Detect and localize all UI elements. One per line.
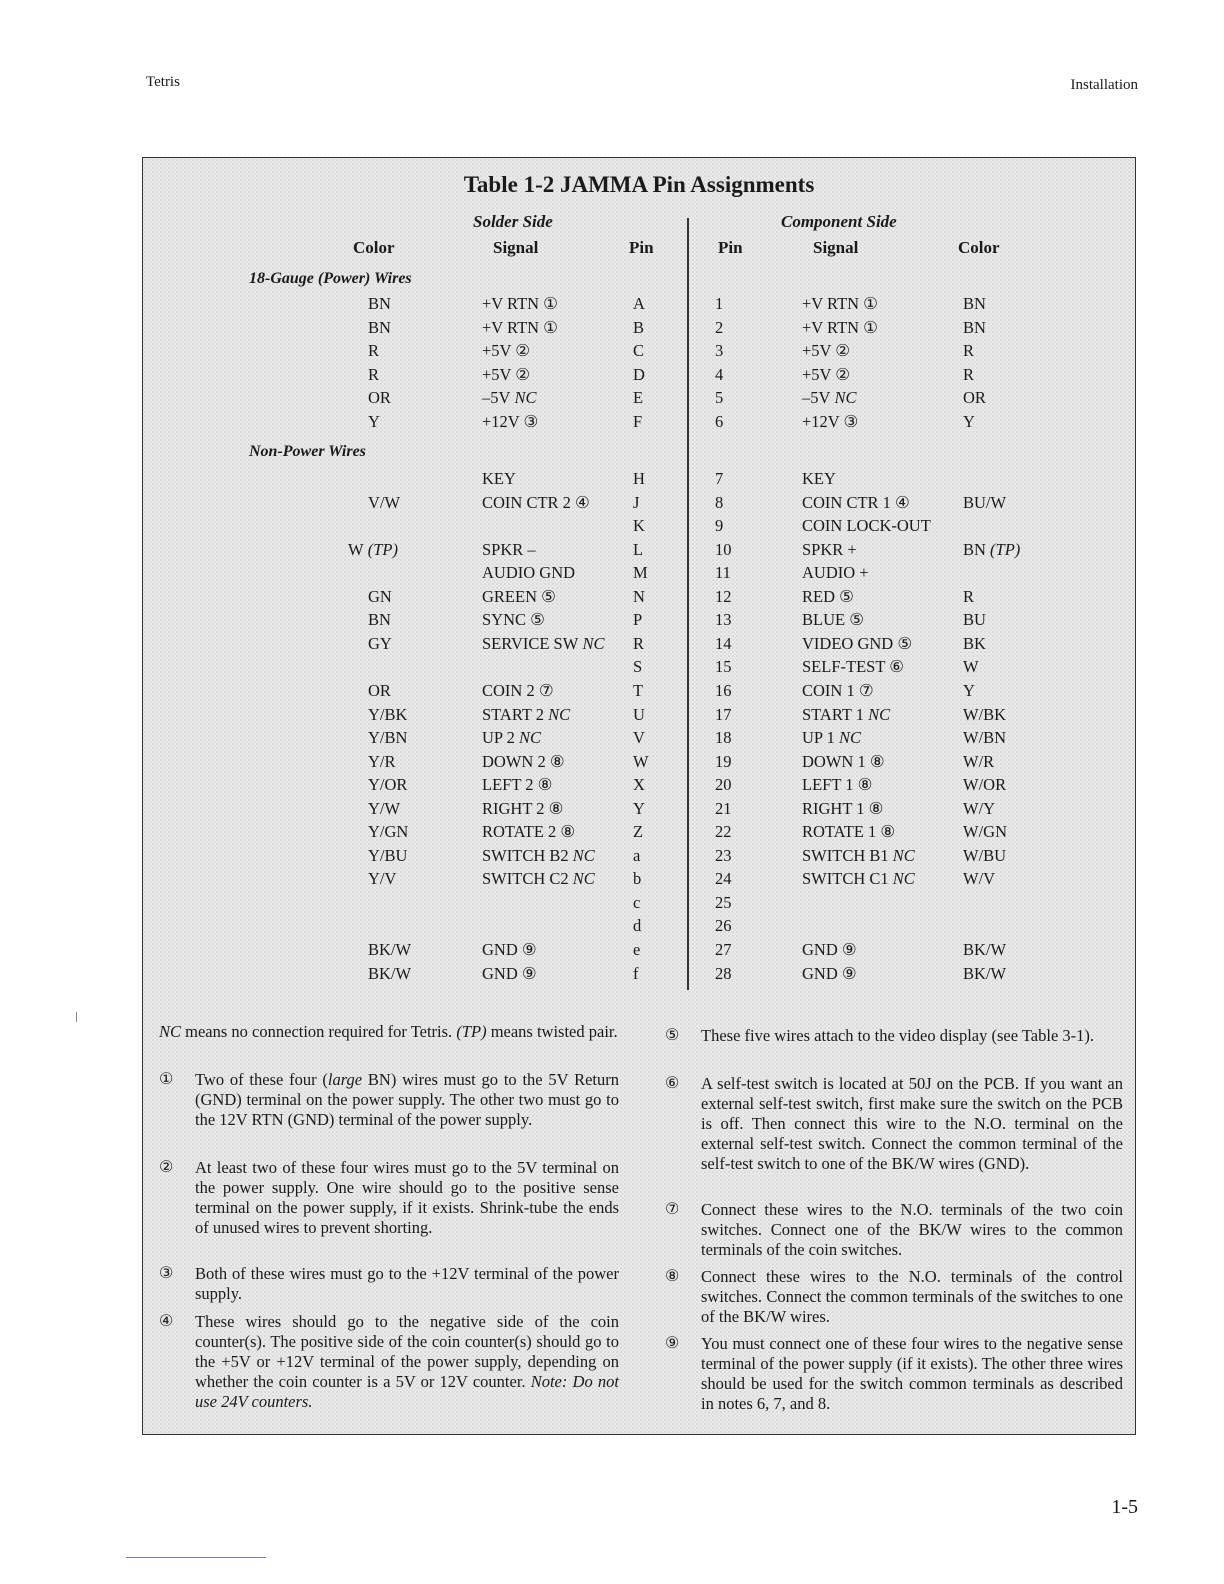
right-pin-cell: 7 bbox=[715, 469, 724, 488]
left-pin-cell: f bbox=[633, 963, 639, 983]
right-signal-cell: +5V ② bbox=[802, 364, 851, 384]
pin-row bbox=[143, 893, 1135, 916]
right-signal-cell: VIDEO GND ⑤ bbox=[802, 633, 913, 653]
right-color-cell: R bbox=[963, 364, 975, 384]
left-signal-cell: +12V ③ bbox=[482, 412, 539, 431]
pin-row bbox=[143, 587, 1135, 610]
table-title: Table 1-2 JAMMA Pin Assignments bbox=[463, 172, 815, 197]
right-color-cell: BU bbox=[963, 610, 986, 630]
right-pin-cell: 14 bbox=[715, 633, 732, 653]
pin-row bbox=[143, 540, 1135, 563]
right-color-cell: W/BU bbox=[963, 845, 1007, 865]
right-color-cell: BK bbox=[963, 633, 986, 653]
right-color-cell: W/BK bbox=[963, 704, 1007, 724]
left-pin-cell: B bbox=[633, 317, 645, 337]
left-color-cell: BN bbox=[368, 610, 391, 630]
left-pin-cell: A bbox=[633, 294, 645, 313]
left-signal-cell: KEY bbox=[482, 469, 516, 488]
left-signal-cell: COIN 2 ⑦ bbox=[482, 680, 554, 700]
left-pin-cell: F bbox=[633, 412, 643, 431]
left-color-cell: Y/R bbox=[368, 751, 396, 771]
right-pin-cell: 21 bbox=[715, 798, 732, 818]
left-signal-cell: +5V ② bbox=[482, 364, 531, 384]
footer-rule bbox=[126, 1557, 266, 1558]
left-signal-cell: GND ⑨ bbox=[482, 963, 537, 983]
right-pin-cell: 28 bbox=[715, 963, 732, 983]
left-color-cell: Y/W bbox=[368, 798, 401, 818]
pin-row bbox=[143, 294, 1135, 317]
right-signal-cell: AUDIO + bbox=[802, 563, 869, 583]
right-signal-cell: COIN 1 ⑦ bbox=[802, 680, 874, 700]
right-pin-cell: 24 bbox=[715, 869, 732, 889]
note-9: ⑨ You must connect one of these four wires to the negative sense terminal of the power supply (if it exists). The other three wires should be used for the switch common terminals as described in notes 6, 7, and 8. bbox=[665, 1334, 1123, 1413]
group-heading-power: 18-Gauge (Power) Wires bbox=[249, 270, 412, 287]
right-color-cell: BU/W bbox=[963, 492, 1007, 512]
right-signal-cell: SWITCH C1 NC bbox=[802, 869, 915, 889]
left-signal-cell: COIN CTR 2 ④ bbox=[482, 492, 590, 512]
left-pin-cell: U bbox=[633, 704, 645, 724]
left-signal-cell: SWITCH B2 NC bbox=[482, 845, 595, 865]
pin-row bbox=[143, 799, 1135, 822]
right-pin-cell: 5 bbox=[715, 388, 724, 408]
component-side-heading: Component Side bbox=[781, 212, 897, 231]
right-color-cell: BK/W bbox=[963, 940, 1007, 959]
left-signal-cell: GND ⑨ bbox=[482, 940, 537, 959]
pin-row bbox=[143, 516, 1135, 539]
pin-row bbox=[143, 752, 1135, 775]
left-signal-header: Signal bbox=[493, 238, 539, 257]
right-pin-cell: 23 bbox=[715, 845, 732, 865]
right-pin-cell: 18 bbox=[715, 728, 732, 748]
pin-row bbox=[143, 493, 1135, 516]
left-color-cell: GN bbox=[368, 586, 392, 606]
running-header-title: Tetris bbox=[146, 74, 180, 90]
left-pin-cell: D bbox=[633, 364, 645, 384]
right-pin-cell: 2 bbox=[715, 317, 724, 337]
left-color-cell: R bbox=[368, 341, 380, 361]
left-pin-cell: X bbox=[633, 775, 645, 795]
page-number: 1-5 bbox=[1111, 1496, 1138, 1518]
right-pin-cell: 9 bbox=[715, 516, 724, 536]
right-color-cell: W/R bbox=[963, 751, 995, 771]
right-signal-cell: +5V ② bbox=[802, 341, 851, 361]
left-signal-cell: ROTATE 2 ⑧ bbox=[482, 822, 576, 842]
left-color-header: Color bbox=[353, 238, 395, 257]
pin-row bbox=[143, 365, 1135, 388]
right-color-cell: W bbox=[963, 657, 979, 677]
note-4: ④ These wires should go to the negative side of the coin counter(s). The positive side of the coin counter(s) should go to the +5V or +12V terminal of the power supply, depending on whether the coin counter is a 5V or 12V counter. Note: Do not use 24V counters. bbox=[159, 1312, 619, 1411]
right-pin-cell: 12 bbox=[715, 586, 732, 606]
left-color-cell: BN bbox=[368, 317, 391, 337]
note-7: ⑦ Connect these wires to the N.O. terminals of the two coin switches. Connect one of the BK/W wires to the common terminals of the coin switches. bbox=[665, 1200, 1123, 1259]
note-3: ③ Both of these wires must go to the +12V terminal of the power supply. bbox=[159, 1264, 619, 1303]
right-signal-cell: COIN CTR 1 ④ bbox=[802, 492, 910, 512]
pin-row bbox=[143, 657, 1135, 680]
pin-row bbox=[143, 469, 1135, 492]
left-signal-cell: –5V NC bbox=[482, 388, 537, 408]
right-pin-cell: 3 bbox=[715, 341, 724, 361]
right-signal-cell: RIGHT 1 ⑧ bbox=[802, 798, 884, 818]
left-signal-cell: +5V ② bbox=[482, 341, 531, 361]
right-pin-header: Pin bbox=[718, 238, 743, 257]
left-color-cell: Y/BK bbox=[368, 704, 408, 724]
left-color-cell: OR bbox=[368, 680, 391, 700]
left-signal-cell: +V RTN ① bbox=[482, 294, 558, 313]
right-signal-cell: GND ⑨ bbox=[802, 963, 857, 983]
pin-row bbox=[143, 563, 1135, 586]
left-color-cell: Y/V bbox=[368, 869, 397, 889]
right-signal-cell: LEFT 1 ⑧ bbox=[802, 775, 873, 795]
right-signal-cell: GND ⑨ bbox=[802, 940, 857, 959]
left-color-cell: BN bbox=[368, 294, 391, 313]
pin-assignment-panel bbox=[142, 157, 1136, 1435]
right-color-cell: BN (TP) bbox=[963, 539, 1021, 559]
left-pin-cell: b bbox=[633, 869, 642, 889]
pin-row bbox=[143, 916, 1135, 939]
right-pin-cell: 19 bbox=[715, 751, 732, 771]
right-signal-cell: DOWN 1 ⑧ bbox=[802, 751, 885, 771]
left-signal-cell: LEFT 2 ⑧ bbox=[482, 775, 553, 795]
right-color-cell: R bbox=[963, 586, 975, 606]
right-color-cell: W/OR bbox=[963, 775, 1007, 795]
running-header-section: Installation bbox=[1070, 77, 1138, 93]
solder-side-heading: Solder Side bbox=[473, 212, 553, 231]
right-signal-cell: ROTATE 1 ⑧ bbox=[802, 822, 896, 842]
left-pin-cell: N bbox=[633, 586, 645, 606]
right-signal-cell: +V RTN ① bbox=[802, 317, 878, 337]
left-pin-cell: Y bbox=[633, 798, 645, 818]
left-color-cell: Y/BN bbox=[368, 728, 408, 748]
right-signal-cell: –5V NC bbox=[802, 388, 857, 408]
pin-row bbox=[143, 705, 1135, 728]
note-2: ② At least two of these four wires must go to the 5V terminal on the power supply. One wire should go to the positive sense terminal on the power supply, if it exists. Shrink-tube the ends of unused wires to prevent shorting. bbox=[159, 1158, 619, 1237]
right-signal-cell: RED ⑤ bbox=[802, 586, 854, 606]
left-pin-cell: J bbox=[633, 492, 640, 512]
left-pin-cell: K bbox=[633, 516, 645, 536]
left-color-cell: R bbox=[368, 364, 380, 384]
pin-row bbox=[143, 388, 1135, 411]
right-pin-cell: 6 bbox=[715, 412, 724, 431]
left-signal-cell: AUDIO GND bbox=[482, 563, 576, 583]
note-5: ⑤ These five wires attach to the video display (see Table 3-1). bbox=[665, 1026, 1095, 1045]
right-signal-cell: START 1 NC bbox=[802, 704, 891, 724]
left-signal-cell: DOWN 2 ⑧ bbox=[482, 751, 565, 771]
right-signal-header: Signal bbox=[813, 238, 859, 257]
left-signal-cell: START 2 NC bbox=[482, 704, 571, 724]
group-heading-nonpower: Non-Power Wires bbox=[249, 443, 366, 460]
left-signal-cell: SYNC ⑤ bbox=[482, 610, 545, 630]
right-pin-cell: 13 bbox=[715, 610, 732, 630]
left-pin-cell: c bbox=[633, 892, 641, 912]
right-pin-cell: 4 bbox=[715, 364, 724, 384]
left-signal-cell: GREEN ⑤ bbox=[482, 586, 556, 606]
right-pin-cell: 27 bbox=[715, 940, 732, 959]
right-signal-cell: +12V ③ bbox=[802, 412, 859, 431]
left-pin-cell: S bbox=[633, 657, 643, 677]
left-color-cell: V/W bbox=[368, 492, 401, 512]
pin-row bbox=[143, 634, 1135, 657]
right-color-cell: BK/W bbox=[963, 963, 1007, 983]
right-pin-cell: 10 bbox=[715, 539, 732, 559]
right-pin-cell: 20 bbox=[715, 775, 732, 795]
right-pin-cell: 22 bbox=[715, 822, 732, 842]
right-color-cell: W/Y bbox=[963, 798, 996, 818]
left-pin-cell: H bbox=[633, 469, 645, 488]
left-signal-cell: SERVICE SW NC bbox=[482, 633, 605, 653]
left-color-cell: GY bbox=[368, 633, 392, 653]
left-pin-cell: P bbox=[633, 610, 643, 630]
right-color-cell: Y bbox=[963, 412, 975, 431]
left-signal-cell: SPKR – bbox=[482, 539, 536, 559]
left-color-cell: Y/BU bbox=[368, 845, 408, 865]
note-6: ⑥ A self-test switch is located at 50J on the PCB. If you want an external self-test switch, first make sure the switch on the PCB is off. Then connect this wire to the N.O. terminal on the external self-test switch. Connect the common terminal of the self-test switch to one of the BK/W wires (GND). bbox=[665, 1074, 1123, 1173]
right-signal-cell: UP 1 NC bbox=[802, 728, 861, 748]
pin-row bbox=[143, 610, 1135, 633]
pin-row bbox=[143, 940, 1135, 963]
left-pin-cell: C bbox=[633, 341, 645, 361]
right-pin-cell: 26 bbox=[715, 916, 732, 936]
right-pin-cell: 16 bbox=[715, 680, 732, 700]
right-signal-cell: BLUE ⑤ bbox=[802, 610, 864, 630]
right-pin-cell: 15 bbox=[715, 657, 732, 677]
right-color-cell: Y bbox=[963, 680, 975, 700]
pin-row bbox=[143, 318, 1135, 341]
pin-row bbox=[143, 775, 1135, 798]
right-pin-cell: 25 bbox=[715, 892, 732, 912]
left-pin-header: Pin bbox=[629, 238, 654, 257]
right-signal-cell: +V RTN ① bbox=[802, 294, 878, 313]
left-pin-cell: e bbox=[633, 940, 641, 959]
left-pin-cell: E bbox=[633, 388, 644, 408]
pin-row bbox=[143, 869, 1135, 892]
right-color-cell: BN bbox=[963, 317, 986, 337]
left-color-cell: Y bbox=[368, 412, 380, 431]
right-color-cell: BN bbox=[963, 294, 986, 313]
right-signal-cell: KEY bbox=[802, 469, 836, 488]
pin-row bbox=[143, 728, 1135, 751]
note-8: ⑧ Connect these wires to the N.O. terminals of the control switches. Connect the common terminals of the switches to one of the BK/W wires. bbox=[665, 1267, 1123, 1326]
right-pin-cell: 1 bbox=[715, 294, 724, 313]
left-signal-cell: +V RTN ① bbox=[482, 317, 558, 337]
left-color-cell: W (TP) bbox=[348, 539, 398, 559]
left-signal-cell: UP 2 NC bbox=[482, 728, 541, 748]
pin-row bbox=[143, 822, 1135, 845]
right-color-cell: W/GN bbox=[963, 822, 1007, 842]
right-color-cell: W/BN bbox=[963, 728, 1007, 748]
left-signal-cell: RIGHT 2 ⑧ bbox=[482, 798, 564, 818]
note-intro: NC means no connection required for Tetris. (TP) means twisted pair. bbox=[159, 1022, 618, 1041]
pin-row bbox=[143, 681, 1135, 704]
pin-row bbox=[143, 846, 1135, 869]
left-pin-cell: a bbox=[633, 845, 641, 865]
left-color-cell: Y/OR bbox=[368, 775, 408, 795]
left-pin-cell: M bbox=[633, 563, 648, 583]
left-color-cell: Y/GN bbox=[368, 822, 409, 842]
left-pin-cell: V bbox=[633, 728, 645, 748]
right-color-header: Color bbox=[958, 238, 1000, 257]
right-pin-cell: 17 bbox=[715, 704, 732, 724]
left-color-cell: BK/W bbox=[368, 963, 412, 983]
pin-row bbox=[143, 412, 1135, 435]
right-pin-cell: 8 bbox=[715, 492, 724, 512]
right-signal-cell: SELF-TEST ⑥ bbox=[802, 657, 905, 677]
right-pin-cell: 11 bbox=[715, 563, 731, 583]
right-signal-cell: SPKR + bbox=[802, 539, 857, 559]
right-signal-cell: COIN LOCK-OUT bbox=[802, 516, 931, 536]
right-color-cell: W/V bbox=[963, 869, 996, 889]
margin-mark bbox=[76, 1012, 77, 1022]
left-pin-cell: W bbox=[633, 751, 649, 771]
left-pin-cell: T bbox=[633, 680, 644, 700]
left-pin-cell: Z bbox=[633, 822, 644, 842]
left-pin-cell: d bbox=[633, 916, 642, 936]
right-signal-cell: SWITCH B1 NC bbox=[802, 845, 915, 865]
left-pin-cell: R bbox=[633, 633, 645, 653]
left-pin-cell: L bbox=[633, 539, 644, 559]
pin-row bbox=[143, 964, 1135, 987]
right-color-cell: OR bbox=[963, 388, 986, 408]
note-1: ① Two of these four (large BN) wires must go to the 5V Return (GND) terminal on the power supply. The other two must go to the 12V RTN (GND) terminal of the power supply. bbox=[159, 1070, 619, 1129]
left-color-cell: OR bbox=[368, 388, 391, 408]
right-color-cell: R bbox=[963, 341, 975, 361]
left-signal-cell: SWITCH C2 NC bbox=[482, 869, 595, 889]
left-color-cell: BK/W bbox=[368, 940, 412, 959]
pin-row bbox=[143, 341, 1135, 364]
